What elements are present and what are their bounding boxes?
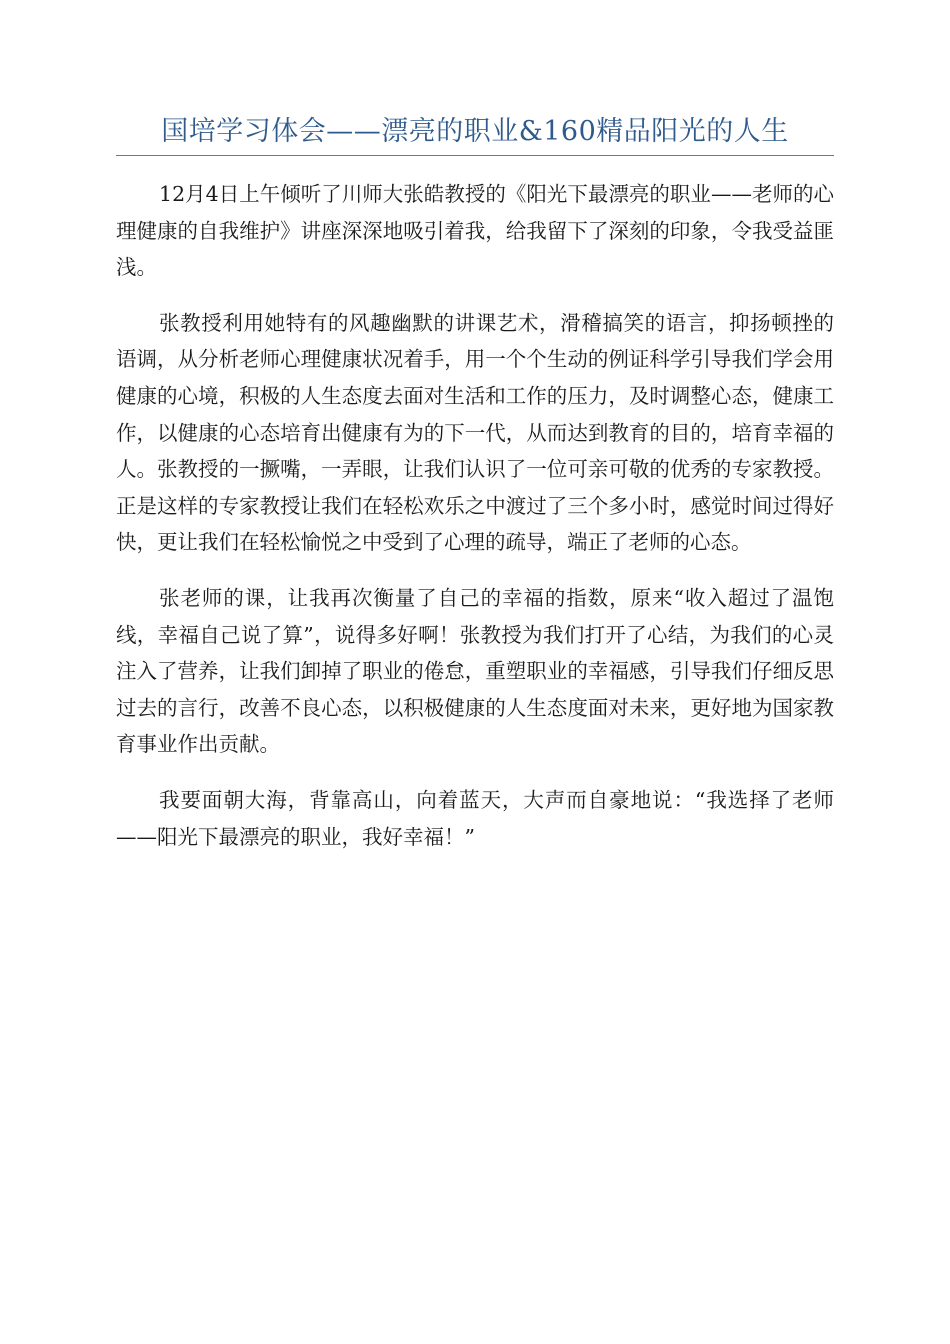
paragraph-3: 张老师的课，让我再次衡量了自己的幸福的指数，原来“收入超过了温饱线，幸福自己说了算”，说得多好啊！张教授为我们打开了心结，为我们的心灵注入了营养，让我们卸掉了职业的倦怠，重塑职业的幸福感，引导我们仔细反思过去的言行，改善不良心态，以积极健康的人生态度面对未来，更好地为国家教育事业作出贡献。	[116, 585, 834, 757]
page-title: 国培学习体会——漂亮的职业&160精品阳光的人生	[161, 116, 789, 147]
paragraph-4: 我要面朝大海，背靠高山，向着蓝天，大声而自豪地说：“我选择了老师——阳光下最漂亮的职业，我好幸福！”	[116, 787, 834, 849]
paragraph-2: 张教授利用她特有的风趣幽默的讲课艺术，滑稽搞笑的语言，抑扬顿挫的语调，从分析老师心理健康状况着手，用一个个生动的例证科学引导我们学会用健康的心境，积极的人生态度去面对生活和工作的压力，及时调整心态，健康工作，以健康的心态培育出健康有为的下一代，从而达到教育的目的，培育幸福的人。张教授的一撅嘴，一弄眼，让我们认识了一位可亲可敬的优秀的专家教授。正是这样的专家教授让我们在轻松欢乐之中渡过了三个多小时，感觉时间过得好快，更让我们在轻松愉悦之中受到了心理的疏导，端正了老师的心态。	[116, 310, 834, 555]
document-body	[116, 176, 834, 874]
title-underline	[116, 155, 834, 156]
paragraph-1: 12月4日上午倾听了川师大张皓教授的《阳光下最漂亮的职业——老师的心理健康的自我维护》讲座深深地吸引着我，给我留下了深刻的印象，令我受益匪浅。	[116, 182, 834, 280]
